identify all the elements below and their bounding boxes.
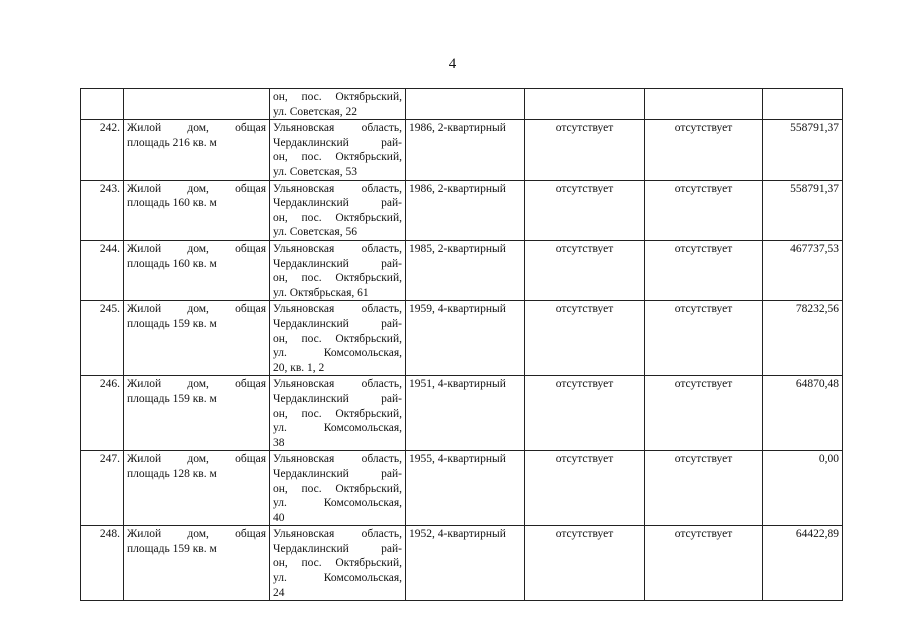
address-line: он, пос. Октябрьский, [273,272,402,285]
cell-year-type: 1951, 4-квартирный [406,376,525,451]
address-line: Ульяновская область, [273,182,402,195]
address-line: Ульяновская область, [273,122,402,135]
table-row [81,301,843,376]
cell-address [270,451,406,526]
cell-year-type: 1952, 4-квартирный [406,526,525,601]
cell-value [763,89,843,120]
property-registry-table [80,88,843,601]
address-line: 24 [273,586,285,599]
address-line: 20, кв. 1, 2 [273,361,325,374]
cell-address [270,240,406,300]
address-line: Чердаклинский рай- [273,197,402,210]
cell-col5 [645,89,763,120]
cell-col5: отсутствует [645,180,763,240]
cell-col5: отсутствует [645,120,763,180]
name-line: площадь 159 кв. м [127,392,217,405]
cell-col5: отсутствует [645,301,763,376]
cell-year-type [406,89,525,120]
cell-value: 0,00 [763,451,843,526]
address-line: он, пос. Октябрьский, [273,332,402,345]
address-line: он, пос. Октябрьский, [273,557,402,570]
cell-col5: отсутствует [645,526,763,601]
address-line: ул. Советская, 56 [273,226,357,239]
address-line: Чердаклинский рай- [273,317,402,330]
address-line: ул. Советская, 53 [273,165,357,178]
address-line: Чердаклинский рай- [273,467,402,480]
cell-name [124,180,270,240]
cell-col5: отсутствует [645,376,763,451]
address-line: Чердаклинский рай- [273,136,402,149]
cell-col4: отсутствует [525,526,645,601]
cell-num: 242. [81,120,124,180]
cell-value: 558791,37 [763,180,843,240]
address-line: Ульяновская область, [273,242,402,255]
cell-num: 243. [81,180,124,240]
cell-year-type: 1955, 4-квартирный [406,451,525,526]
cell-address [270,376,406,451]
cell-col4: отсутствует [525,451,645,526]
table-row [81,451,843,526]
address-line: ул. Комсомольская, [273,347,402,360]
cell-name [124,376,270,451]
cell-year-type: 1986, 2-квартирный [406,120,525,180]
cell-num: 245. [81,301,124,376]
cell-col4 [525,89,645,120]
address-line: ул. Советская, 22 [273,105,357,118]
address-line: Чердаклинский рай- [273,257,402,270]
address-line: Ульяновская область, [273,303,402,316]
cell-col4: отсутствует [525,301,645,376]
cell-num [81,89,124,120]
cell-num: 244. [81,240,124,300]
cell-year-type: 1985, 2-квартирный [406,240,525,300]
address-line: ул. Комсомольская, [273,572,402,585]
page-number: 4 [448,56,457,72]
cell-name [124,526,270,601]
name-line: Жилой дом, общая [127,528,266,541]
name-line: Жилой дом, общая [127,378,266,391]
address-line: Ульяновская область, [273,453,402,466]
cell-address [270,120,406,180]
cell-address [270,301,406,376]
name-line: площадь 160 кв. м [127,197,217,210]
name-line: площадь 159 кв. м [127,317,217,330]
table-row [81,240,843,300]
name-line: Жилой дом, общая [127,453,266,466]
address-line: он, пос. Октябрьский, [273,91,402,103]
cell-num: 247. [81,451,124,526]
address-line: Ульяновская область, [273,378,402,391]
address-line: ул. Октябрьская, 61 [273,286,369,299]
cell-address [270,526,406,601]
cell-year-type: 1959, 4-квартирный [406,301,525,376]
address-line: ул. Комсомольская, [273,422,402,435]
cell-col5: отсутствует [645,451,763,526]
cell-name [124,301,270,376]
cell-value: 64870,48 [763,376,843,451]
address-line: он, пос. Октябрьский, [273,151,402,164]
table-row [81,526,843,601]
continuation-row [81,89,843,120]
cell-value: 78232,56 [763,301,843,376]
cell-col4: отсутствует [525,376,645,451]
address-line: ул. Комсомольская, [273,497,402,510]
cell-num: 248. [81,526,124,601]
name-line: Жилой дом, общая [127,242,266,255]
cell-col4: отсутствует [525,180,645,240]
name-line: площадь 128 кв. м [127,467,217,480]
name-line: площадь 160 кв. м [127,257,217,270]
cell-num: 246. [81,376,124,451]
cell-name [124,120,270,180]
cell-address [270,89,406,120]
address-line: Чердаклинский рай- [273,542,402,555]
cell-value: 558791,37 [763,120,843,180]
address-line: он, пос. Октябрьский, [273,407,402,420]
address-line: Чердаклинский рай- [273,392,402,405]
table-row [81,120,843,180]
address-line: он, пос. Октябрьский, [273,211,402,224]
cell-name [124,240,270,300]
name-line: Жилой дом, общая [127,303,266,316]
address-line: Ульяновская область, [273,528,402,541]
name-line: Жилой дом, общая [127,122,266,135]
address-line: 40 [273,511,285,524]
address-line: он, пос. Октябрьский, [273,482,402,495]
name-line: Жилой дом, общая [127,182,266,195]
address-line: 38 [273,436,285,449]
cell-name [124,89,270,120]
cell-address [270,180,406,240]
cell-value: 64422,89 [763,526,843,601]
cell-col4: отсутствует [525,120,645,180]
cell-col5: отсутствует [645,240,763,300]
cell-year-type: 1986, 2-квартирный [406,180,525,240]
cell-col4: отсутствует [525,240,645,300]
name-line: площадь 216 кв. м [127,136,217,149]
name-line: площадь 159 кв. м [127,542,217,555]
table-row [81,376,843,451]
cell-value: 467737,53 [763,240,843,300]
cell-name [124,451,270,526]
table-row [81,180,843,240]
